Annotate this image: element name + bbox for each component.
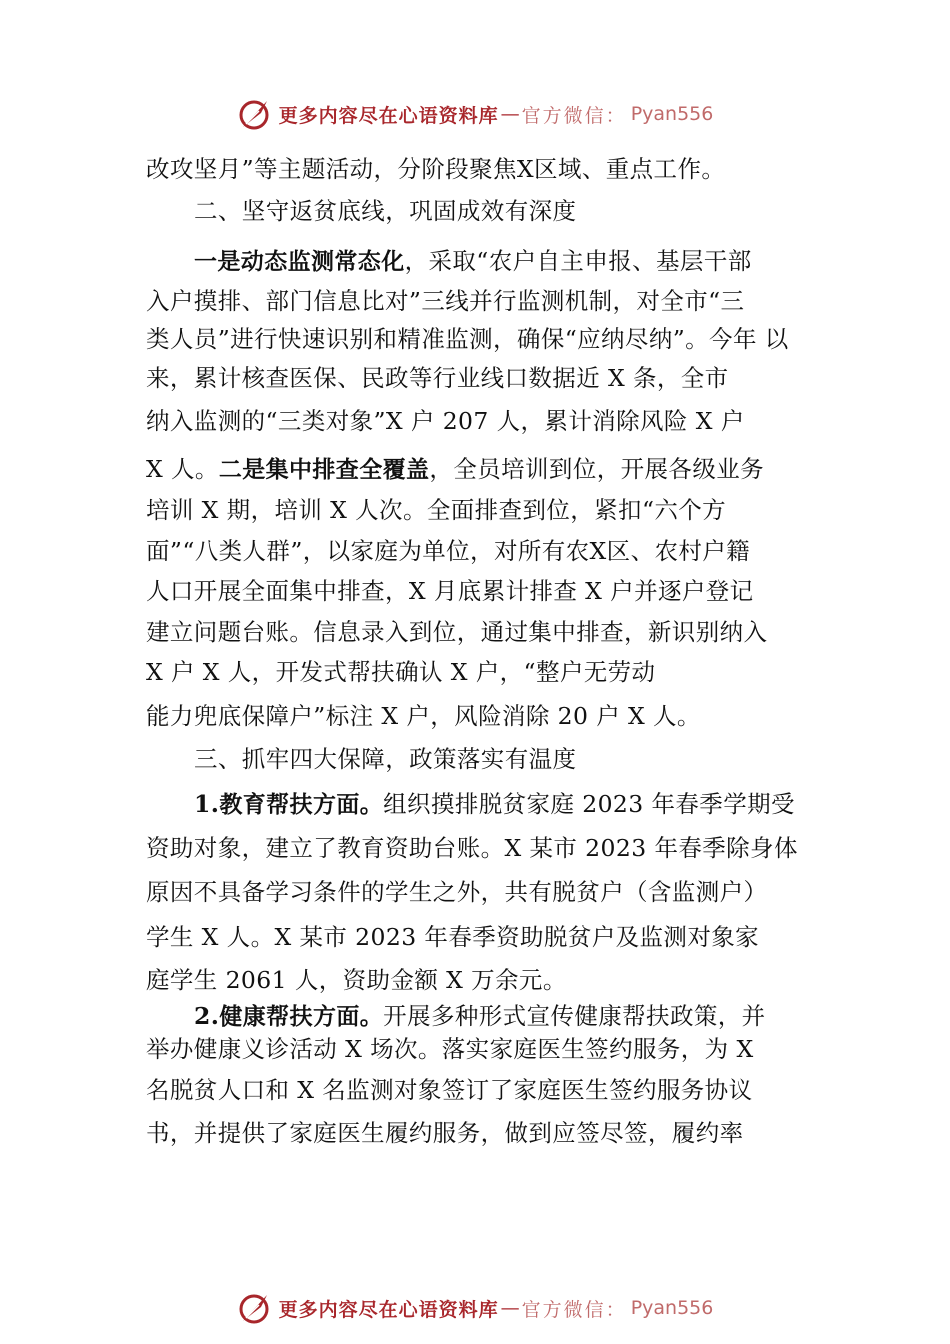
- text-line: 人口开展全面集中排查，X 月底累计排查 X 户并逐户登记: [146, 577, 754, 605]
- text-line: 庭学生 2061 人，资助金额 X 万余元。: [146, 966, 567, 994]
- paragraph-line: 1.教育帮扶方面。组织摸排脱贫家庭 2023 年春季学期受: [194, 790, 795, 818]
- text-line: 举办健康义诊活动 X 场次。落实家庭医生签约服务，为 X: [146, 1035, 754, 1063]
- bold-subheading: 二是集中排查全覆盖: [218, 457, 430, 483]
- banner-dash: —: [500, 103, 520, 125]
- banner-wechat-id: Pyan556: [630, 1297, 714, 1319]
- text-line: 培训 X 期，培训 X 人次。全面排查到位，紧扣“六个方: [146, 496, 727, 524]
- banner-title: 更多内容尽在心语资料库: [278, 104, 499, 127]
- text-line: 纳入监测的“三类对象”X 户 207 人，累计消除风险 X 户: [146, 407, 745, 435]
- banner-title: 更多内容尽在心语资料库: [278, 1298, 499, 1321]
- text-line: 改攻坚月”等主题活动，分阶段聚焦X区域、重点工作。: [146, 155, 726, 183]
- paragraph-line: 2.健康帮扶方面。开展多种形式宣传健康帮扶政策，并: [194, 1002, 766, 1030]
- banner-wechat-label: 官方微信：: [521, 104, 627, 127]
- text-line: 类人员”进行快速识别和精准监测，确保“应纳尽纳”。今年 以: [146, 325, 789, 353]
- text-line: 建立问题台账。信息录入到位，通过集中排查，新识别纳入: [146, 618, 768, 646]
- header-watermark-banner: [0, 94, 950, 134]
- banner-wechat-label: 官方微信：: [521, 1298, 627, 1321]
- text-line: 能力兜底保障户”标注 X 户，风险消除 20 户 X 人。: [146, 702, 701, 730]
- text-line: X 户 X 人，开发式帮扶确认 X 户，“整户无劳动: [146, 658, 656, 686]
- text-line: 书，并提供了家庭医生履约服务，做到应签尽签，履约率: [146, 1119, 744, 1147]
- text-line: 面”“八类人群”，以家庭为单位，对所有农X区、农村户籍: [146, 537, 751, 565]
- section-heading-3: 三、抓牢四大保障，政策落实有温度: [194, 745, 577, 773]
- section-heading-2: 二、坚守返贫底线，巩固成效有深度: [194, 197, 577, 225]
- text-line: 来，累计核查医保、民政等行业线口数据近 X 条，全市: [146, 364, 729, 392]
- bold-subheading: 健康帮扶方面。: [219, 1004, 384, 1030]
- footer-watermark-banner: [0, 1288, 950, 1328]
- banner-wechat-id: Pyan556: [630, 103, 714, 125]
- quill-logo-icon: [237, 97, 273, 131]
- bold-subheading: 一是动态监测常态化: [194, 249, 405, 275]
- text-line: 入户摸排、部门信息比对”三线并行监测机制，对全市“三: [146, 287, 745, 315]
- paragraph-line: X 人。二是集中排查全覆盖，全员培训到位，开展各级业务: [146, 455, 765, 483]
- text-line: 名脱贫人口和 X 名监测对象签订了家庭医生签约服务协议: [146, 1076, 753, 1104]
- paragraph-line: 一是动态监测常态化，采取“农户自主申报、基层干部: [194, 247, 752, 275]
- banner-dash: —: [500, 1297, 520, 1319]
- bold-subheading: 教育帮扶方面。: [219, 792, 384, 818]
- text-line: 原因不具备学习条件的学生之外，共有脱贫户（含监测户）: [146, 878, 768, 906]
- text-line: 资助对象，建立了教育资助台账。X 某市 2023 年春季除身体: [146, 834, 798, 862]
- quill-logo-icon: [237, 1291, 273, 1325]
- text-line: 学生 X 人。X 某市 2023 年春季资助脱贫户及监测对象家: [146, 923, 760, 951]
